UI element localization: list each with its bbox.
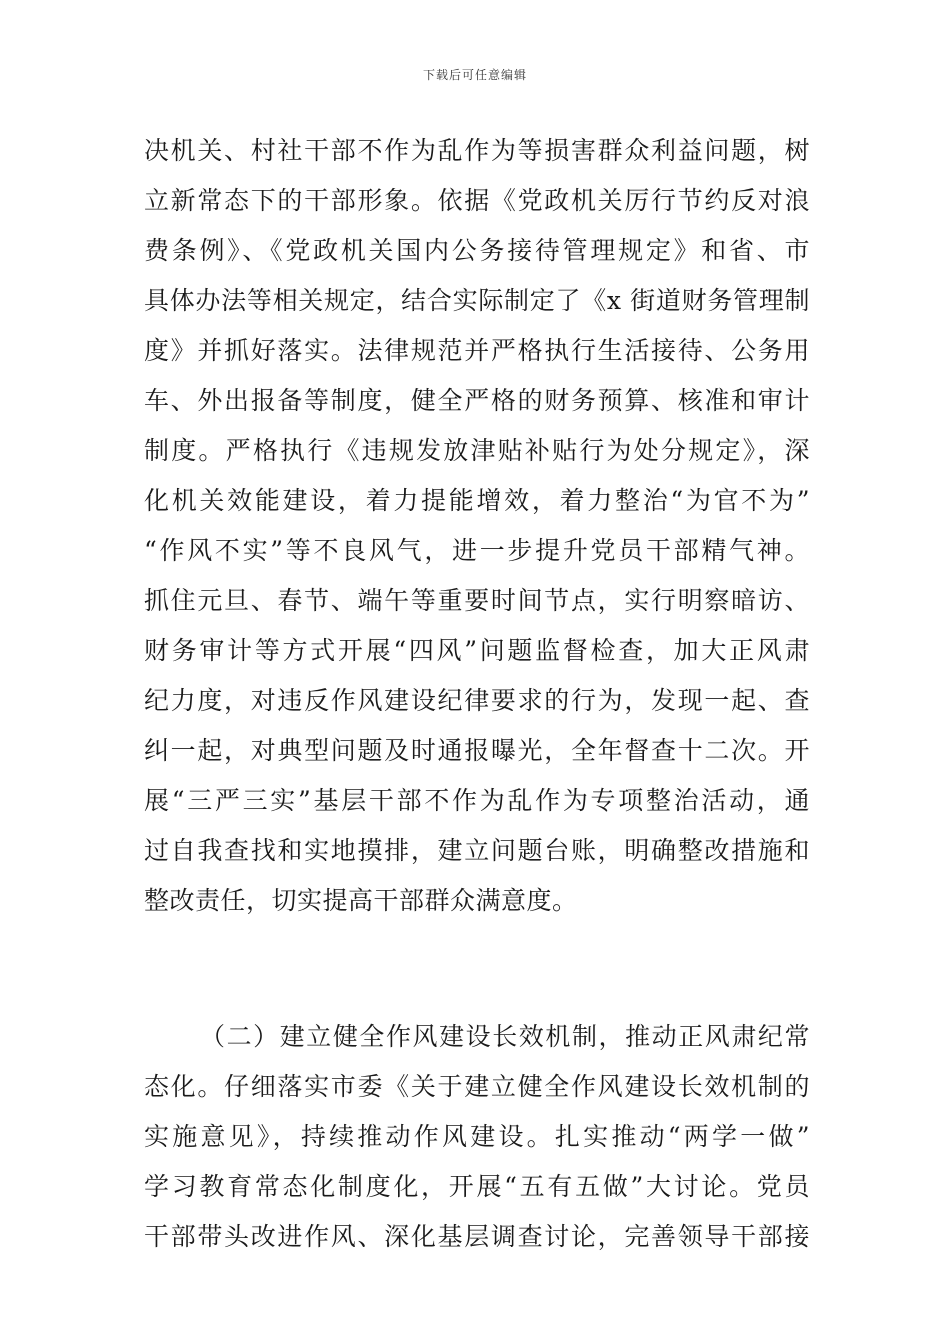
paragraph-spacer <box>144 926 810 1012</box>
page-header: 下载后可任意编辑 <box>422 68 527 82</box>
text-line: 纪力度，对违反作风建设纪律要求的行为，发现一起、查 <box>144 686 810 715</box>
text-line: 化机关效能建设，着力提能增效，着力整治“为官不为” <box>144 486 810 515</box>
text-line: 具体办法等相关规定，结合实际制定了《x 街道财务管理制 <box>144 286 810 315</box>
text-line: 费条例》、《党政机关国内公务接待管理规定》和省、市 <box>144 236 810 265</box>
paragraph-2 <box>144 1012 810 1262</box>
text-line: 整改责任，切实提高干部群众满意度。 <box>144 886 578 915</box>
text-line: “作风不实”等不良风气，进一步提升党员干部精气神。 <box>144 536 810 565</box>
document-body <box>144 126 810 1262</box>
text-line: 财务审计等方式开展“四风”问题监督检查，加大正风肃 <box>144 636 810 665</box>
text-line: （二）建立健全作风建设长效机制，推动正风肃纪常 <box>200 1022 810 1051</box>
text-line: 实施意见》，持续推动作风建设。扎实推动“两学一做” <box>144 1122 810 1151</box>
text-line: 度》并抓好落实。法律规范并严格执行生活接待、公务用 <box>144 336 810 365</box>
text-line: 干部带头改进作风、深化基层调查讨论，完善领导干部接 <box>144 1222 810 1251</box>
text-line: 过自我查找和实地摸排，建立问题台账，明确整改措施和 <box>144 836 810 865</box>
text-line: 展“三严三实”基层干部不作为乱作为专项整治活动，通 <box>144 786 810 815</box>
text-line: 抓住元旦、春节、端午等重要时间节点，实行明察暗访、 <box>144 586 810 615</box>
text-line: 制度。严格执行《违规发放津贴补贴行为处分规定》，深 <box>144 436 810 465</box>
paragraph-1 <box>144 126 810 926</box>
text-line: 态化。仔细落实市委《关于建立健全作风建设长效机制的 <box>144 1072 810 1101</box>
text-line: 立新常态下的干部形象。依据《党政机关厉行节约反对浪 <box>144 186 810 215</box>
text-line: 学习教育常态化制度化，开展“五有五做”大讨论。党员 <box>144 1172 810 1201</box>
text-line: 纠一起，对典型问题及时通报曝光，全年督查十二次。开 <box>144 736 810 765</box>
text-line: 车、外出报备等制度，健全严格的财务预算、核准和审计 <box>144 386 810 415</box>
text-line: 决机关、村社干部不作为乱作为等损害群众利益问题，树 <box>144 136 810 165</box>
